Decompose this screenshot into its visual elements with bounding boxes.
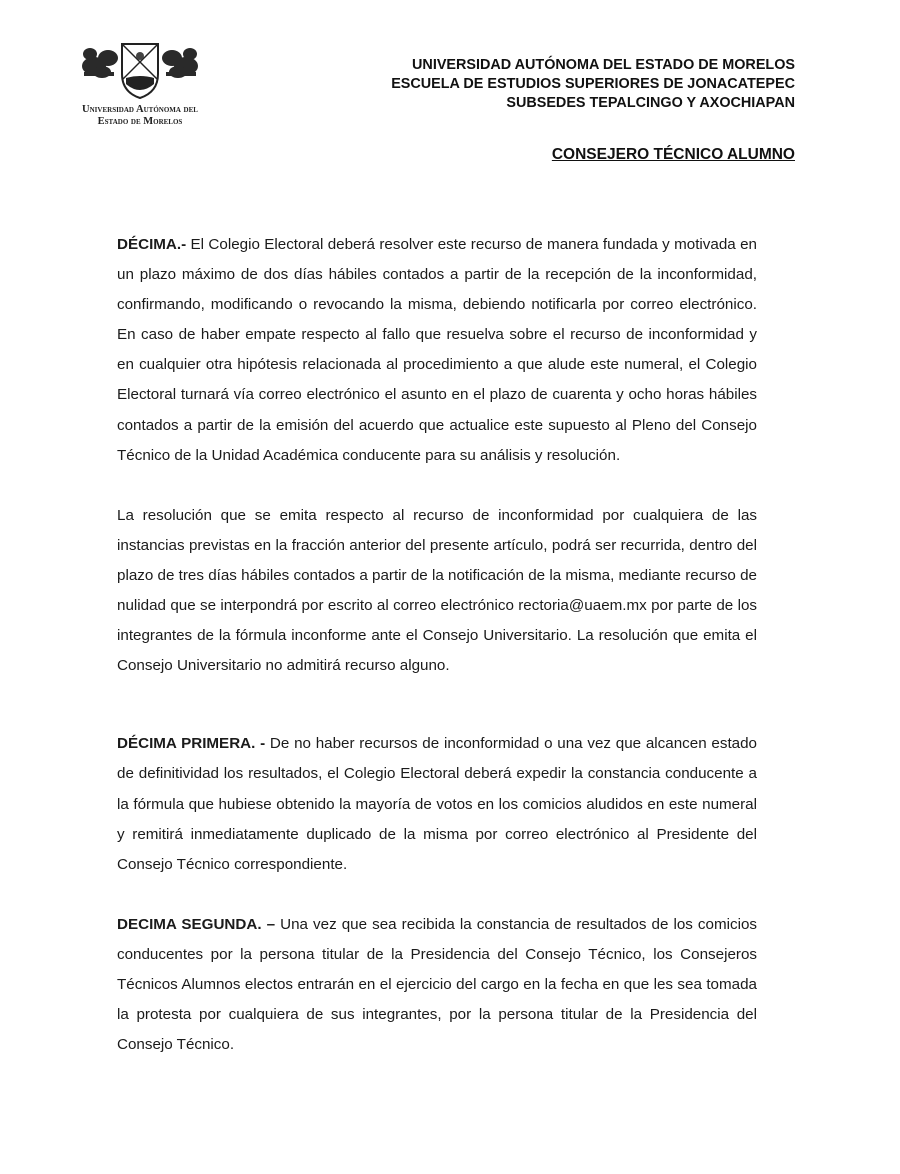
paragraph-decima — [117, 230, 757, 471]
university-seal-icon — [80, 40, 200, 100]
paragraph-label: DÉCIMA.- — [117, 236, 187, 253]
paragraph-resolucion — [117, 501, 757, 682]
paragraph-decima-primera — [117, 729, 757, 879]
section-title: CONSEJERO TÉCNICO ALUMNO — [551, 146, 795, 163]
logo-caption-line1: Universidad Autónoma del — [82, 104, 198, 115]
paragraph-text: De no haber recursos de inconformidad o una vez que alcancen estado de definitividad los resultados, el Colegio Electoral deberá expedir la constancia conducente a la fórmula que hubiese obtenido la mayoría de votos en los comicios aludidos en este numeral y remitirá inmediatamente duplicado de la misma por correo electrónico al Presidente del Consejo Técnico correspondiente. — [117, 735, 757, 873]
paragraph-decima-segunda — [117, 910, 757, 1060]
logo-caption-line2: Estado de Morelos — [97, 116, 183, 127]
document-header — [391, 56, 795, 113]
paragraph-text: Una vez que sea recibida la constancia de resultados de los comicios conducentes por la persona titular de la Presidencia del Consejo Técnico, los Consejeros Técnicos Alumnos electos entrarán en el ejercicio del cargo en la fecha en que les sea tomada la protesta por cualquiera de sus integrantes, por la persona titular de la Presidencia del Consejo Técnico. — [117, 915, 757, 1054]
header-subsedes: SUBSEDES TEPALCINGO Y AXOCHIAPAN — [506, 95, 795, 111]
header-school: ESCUELA DE ESTUDIOS SUPERIORES DE JONACATEPEC — [391, 76, 795, 92]
university-logo — [60, 40, 220, 128]
paragraph-label: DÉCIMA PRIMERA. - — [117, 735, 266, 753]
paragraph-text: El Colegio Electoral deberá resolver este recurso de manera fundada y motivada en un plazo máximo de dos días hábiles contados a partir de la recepción de la inconformidad, confirmando, modificando o revocando la misma, debiendo notificarla por correo electrónico. En caso de haber empate respecto al fallo que resuelva sobre el recurso de inconformidad y en cualquier otra hipótesis relacionada al procedimiento a que alude este numeral, el Colegio Electoral turnará vía correo electrónico el asunto en el plazo de cuarenta y ocho horas hábiles contados a partir de la emisión del acuerdo que actualice este supuesto al Pleno del Consejo Técnico de la Unidad Académica conducente para su análisis y resolución. — [117, 236, 757, 464]
document-body — [117, 230, 757, 1060]
header-university: UNIVERSIDAD AUTÓNOMA DEL ESTADO DE MORELOS — [412, 57, 795, 73]
paragraph-text: La resolución que se emita respecto al recurso de inconformidad por cualquiera de las instancias previstas en la fracción anterior del presente artículo, podrá ser recurrida, dentro del plazo de tres días hábiles contados a partir de la notificación de la misma, mediante recurso de nulidad que se interpondrá por escrito al correo electrónico rectoria@uaem.mx por parte de los integrantes de la fórmula inconforme ante el Consejo Universitario. La resolución que emita el Consejo Universitario no admitirá recurso alguno. — [117, 506, 757, 675]
paragraph-label: DECIMA SEGUNDA. – — [117, 915, 276, 933]
